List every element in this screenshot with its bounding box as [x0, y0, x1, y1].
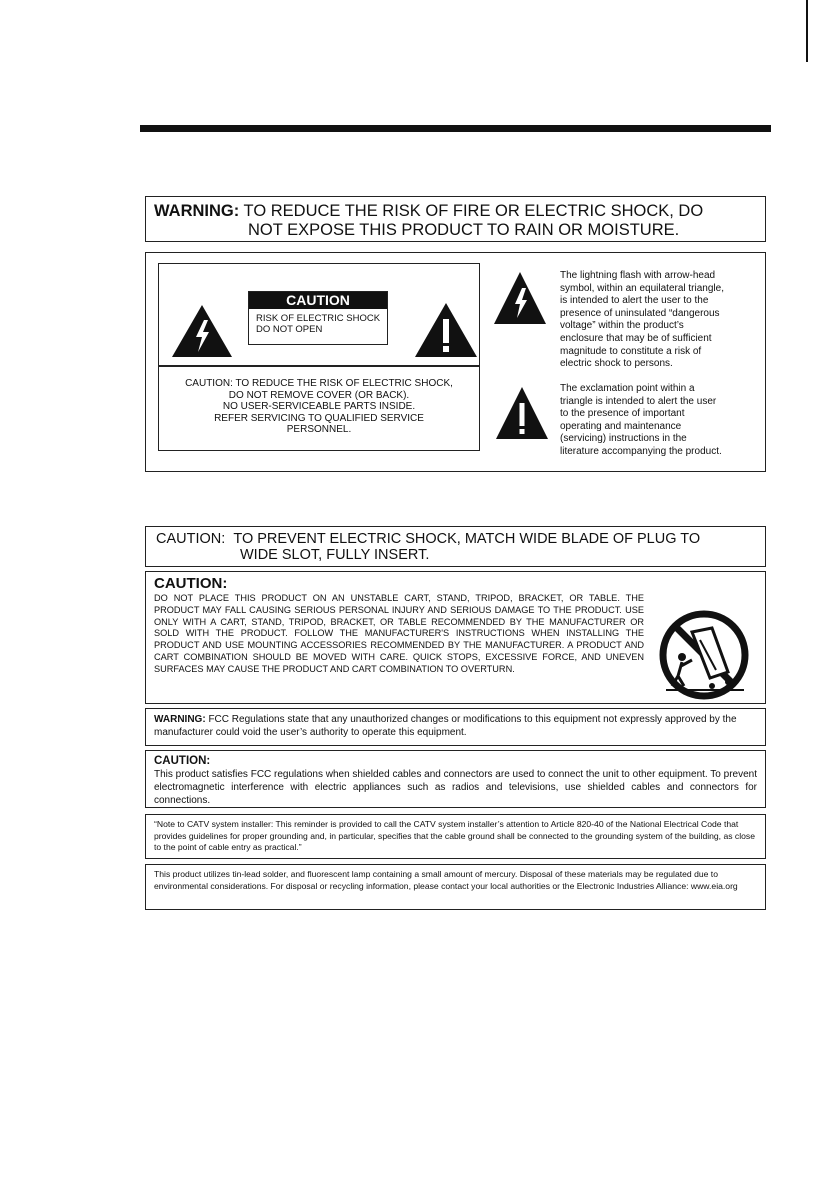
- fcc-warning-text: FCC Regulations state that any unauthorized changes or modifications to this equipment not expressly approved by the manufacturer could void the user’s authority to operate this equipment.: [154, 714, 737, 738]
- plug-caution-label: CAUTION:: [156, 531, 226, 547]
- mercury-note-text: This product utilizes tin-lead solder, and fluorescent lamp containing a small amount of mercury. Disposal of these materials may be regulated due to environmental considerations. For disposal or recycling information, please contact your local authorities or the Electronic Industries Alliance: www.eia.org: [154, 869, 738, 891]
- caution-text: [159, 378, 479, 436]
- tipping-cart-icon: [654, 610, 754, 700]
- description-line: enclosure that may be of sufficient: [560, 332, 712, 344]
- description-line: voltage” within the product’s: [560, 320, 684, 332]
- warning-line-1: TO REDUCE THE RISK OF FIRE OR ELECTRIC SHOCK, DO: [243, 202, 704, 220]
- caution-label-line-2: DO NOT OPEN: [256, 324, 323, 335]
- caution-text-line: REFER SERVICING TO QUALIFIED SERVICE: [214, 412, 424, 424]
- description-line: is intended to alert the user to the: [560, 295, 709, 307]
- cart-caution-title: CAUTION:: [154, 575, 228, 592]
- caution-label-title: CAUTION: [249, 292, 387, 309]
- rain-moisture-warning: [145, 196, 766, 242]
- fcc-warning-label: WARNING:: [154, 714, 206, 725]
- description-line: symbol, within an equilateral triangle,: [560, 282, 724, 294]
- plug-caution-line-2: WIDE SLOT, FULLY INSERT.: [240, 547, 430, 563]
- header-rule: [140, 125, 771, 132]
- caution-label: [248, 291, 388, 345]
- fcc-warning: [145, 708, 766, 746]
- shielded-cables-caution: [145, 750, 766, 808]
- description-line: to the presence of important: [560, 408, 685, 420]
- description-line: presence of uninsulated “dangerous: [560, 307, 720, 319]
- warning-line-2: NOT EXPOSE THIS PRODUCT TO RAIN OR MOISTURE.: [248, 221, 680, 239]
- description-line: electric shock to persons.: [560, 358, 673, 370]
- catv-note-text: “Note to CATV system installer: This reminder is provided to call the CATV system installer’s attention to Article 820-40 of the National Electrical Code that provides guidelines for proper grounding and, in particular, specifies that the cable ground shall be connected to the grounding system of the building, as close to the point of cable entry as practical.”: [154, 819, 755, 852]
- exclamation-description: [560, 383, 760, 459]
- catv-installer-note: [145, 814, 766, 859]
- caution-text-line: DO NOT REMOVE COVER (OR BACK).: [228, 389, 410, 401]
- exclamation-warning-icon: [495, 386, 549, 440]
- shield-caution-title: CAUTION:: [154, 755, 211, 767]
- caution-label-frame: [158, 263, 480, 451]
- lightning-warning-icon: [171, 304, 233, 358]
- description-line: triangle is intended to alert the user: [560, 395, 717, 407]
- caution-label-line-1: RISK OF ELECTRIC SHOCK: [256, 313, 381, 324]
- description-line: The lightning flash with arrow-head: [560, 270, 716, 281]
- description-line: operating and maintenance: [560, 420, 682, 432]
- warning-label: WARNING:: [154, 202, 240, 220]
- cart-caution: [145, 571, 766, 704]
- description-line: The exclamation point within a: [560, 383, 695, 394]
- plug-caution-line-1: TO PREVENT ELECTRIC SHOCK, MATCH WIDE BLADE OF PLUG TO: [233, 531, 701, 547]
- page-edge-line: [806, 0, 808, 62]
- cart-caution-body: DO NOT PLACE THIS PRODUCT ON AN UNSTABLE CART, STAND, TRIPOD, BRACKET, OR TABLE. THE PRODUCT MAY FALL CAUSING SERIOUS PERSONAL INJURY AND SERIOUS DAMAGE TO THE PRODUCT. USE ONLY WITH A CART, STAND, TRIPOD, BRACKET, OR TABLE RECOMMENDED BY THE MANUFACTURER OR SOLD WITH THE PRODUCT. FOLLOW THE MANUFACTURER'S INSTRUCTIONS WHEN INSTALLING THE PRODUCT AND USE MOUNTING ACCESSORIES RECOMMENDED BY THE MANUFACTURER. A PRODUCT AND CART COMBINATION SHOULD BE MOVED WITH CARE. QUICK STOPS, EXCESSIVE FORCE, AND UNEVEN SURFACES MAY CAUSE THE PRODUCT AND CART COMBINATION TO OVERTURN.: [154, 593, 644, 674]
- shield-caution-text: This product satisfies FCC regulations when shielded cables and connectors are used to connect the unit to other equipment. To prevent electromagnetic interference with electric appliances such as radios and televisions, use shielded cables and connectors for connections.: [154, 769, 757, 806]
- caution-text-line: NO USER-SERVICEABLE PARTS INSIDE.: [222, 401, 416, 412]
- lightning-warning-icon: [493, 271, 547, 325]
- caution-text-line: PERSONNEL.: [286, 424, 352, 435]
- mercury-disposal-note: [145, 864, 766, 910]
- caution-divider: [159, 365, 479, 367]
- description-line: magnitude to constitute a risk of: [560, 345, 702, 357]
- lightning-description: [560, 270, 760, 371]
- description-line: (servicing) instructions in the: [560, 433, 687, 445]
- safety-symbols-panel: [145, 252, 766, 472]
- caution-text-line: CAUTION: TO REDUCE THE RISK OF ELECTRIC SHOCK,: [185, 378, 453, 389]
- exclamation-warning-icon: [414, 302, 478, 358]
- description-line: literature accompanying the product.: [560, 445, 722, 457]
- plug-caution: [145, 526, 766, 567]
